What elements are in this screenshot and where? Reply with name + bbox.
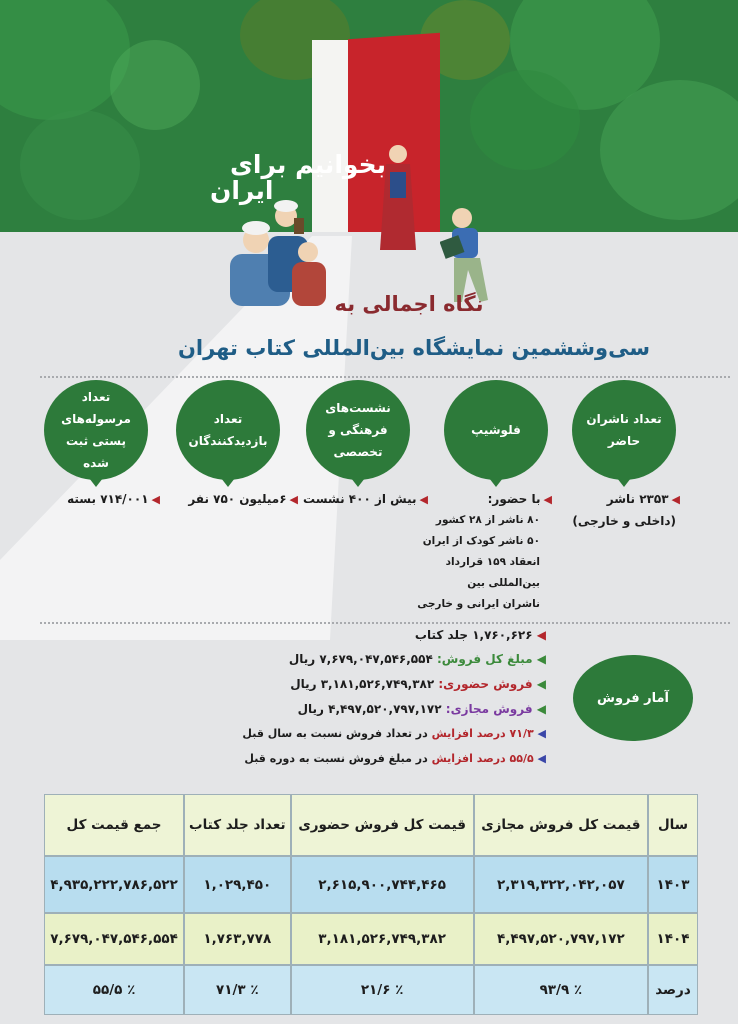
table-cell: ۴,۹۳۵,۲۲۲,۷۸۶,۵۲۲ (44, 856, 184, 913)
table-header-cell: تعداد جلد کتاب (184, 794, 290, 856)
fellowship-title: ◀با حضور: (487, 492, 552, 506)
parcels-stat: ◀۷۱۴/۰۰۱ بسته (67, 492, 160, 506)
table-cell: ۱,۷۶۳,۷۷۸ (184, 913, 290, 965)
circle-tail (89, 478, 103, 487)
table-row (44, 913, 698, 965)
circle-fellowship: فلوشیپ (444, 380, 548, 480)
circle-tail (617, 478, 631, 487)
table-header-cell: جمع قیمت کل (44, 794, 184, 856)
publishers-stat: ◀۲۳۵۳ ناشر (606, 492, 680, 506)
table-cell: ٪ ۹۳/۹ (474, 965, 648, 1015)
sessions-stat: ◀بیش از ۴۰۰ نشست (302, 492, 428, 506)
arrow-icon: ◀ (536, 628, 546, 642)
main-heading: سی‌وششمین نمایشگاه بین‌المللی کتاب تهران (178, 336, 650, 360)
fellowship-line: ۵۰ ناشر کودک از ایران (422, 535, 540, 547)
arrow-icon: ◀ (536, 652, 546, 666)
table-header-row (44, 794, 698, 856)
circle-parcels: تعداد مرسوله‌های پستی ثبت شده (44, 380, 148, 480)
circle-publishers: تعداد ناشران حاضر (572, 380, 676, 480)
sales-row: ◀ فروش حضوری: ۳,۱۸۱,۵۲۶,۷۴۹,۳۸۲ ریال (290, 677, 546, 691)
arrow-icon: ◀ (537, 727, 546, 740)
table-cell: ۳,۱۸۱,۵۲۶,۷۴۹,۳۸۲ (291, 913, 474, 965)
subheading: نگاه اجمالی به (334, 292, 484, 316)
table-cell: ٪ ۵۵/۵ (44, 965, 184, 1015)
table-header-cell: قیمت کل فروش حضوری (291, 794, 474, 856)
circle-tail (351, 478, 365, 487)
circle-tail (221, 478, 235, 487)
visitors-stat: ◀۶میلیون ۷۵۰ نفر (188, 492, 298, 506)
divider (40, 622, 730, 624)
table-cell: ۱۴۰۴ (648, 913, 698, 965)
sales-row: ◀ ۵۵/۵ درصد افزایش در مبلغ فروش نسبت به دوره قبل (244, 752, 546, 765)
sales-row: ◀ فروش مجازی: ۴,۴۹۷,۵۲۰,۷۹۷,۱۷۲ ریال (297, 702, 546, 716)
table-cell: ۱,۰۲۹,۴۵۰ (184, 856, 290, 913)
banner-title-line1: بخوانیم برای (230, 150, 386, 179)
publishers-note: (داخلی و خارجی) (572, 514, 676, 528)
table-cell: ۱۴۰۳ (648, 856, 698, 913)
arrow-icon: ◀ (289, 493, 298, 506)
table-header-cell: قیمت کل فروش مجازی (474, 794, 648, 856)
sales-comparison-table (44, 794, 698, 1015)
table-cell: ۲,۳۱۹,۳۲۲,۰۴۲,۰۵۷ (474, 856, 648, 913)
sales-stats-badge: آمار فروش (573, 655, 693, 741)
fellowship-line: ۸۰ ناشر از ۲۸ کشور (435, 514, 540, 526)
table-cell: ٪ ۷۱/۳ (184, 965, 290, 1015)
sales-row: ◀ ۷۱/۳ درصد افزایش در تعداد فروش نسبت به سال قبل (242, 727, 546, 740)
woman-figure (376, 142, 420, 254)
table-cell: ۲,۶۱۵,۹۰۰,۷۴۴,۴۶۵ (291, 856, 474, 913)
circle-tail (489, 478, 503, 487)
fellowship-line: بین‌المللی بین (467, 577, 540, 589)
arrow-icon: ◀ (151, 493, 160, 506)
arrow-icon: ◀ (671, 493, 680, 506)
table-cell: ٪ ۲۱/۶ (291, 965, 474, 1015)
table-row (44, 856, 698, 913)
fellowship-line: ناشران ایرانی و خارجی (417, 598, 540, 610)
table-cell: ۴,۴۹۷,۵۲۰,۷۹۷,۱۷۲ (474, 913, 648, 965)
sales-row: ◀ ۱,۷۶۰,۶۲۶ جلد کتاب (414, 628, 546, 642)
table-cell: درصد (648, 965, 698, 1015)
fellowship-line: انعقاد ۱۵۹ قرارداد (445, 556, 540, 568)
arrow-icon: ◀ (419, 493, 428, 506)
sales-row: ◀ مبلغ کل فروش: ۷,۶۷۹,۰۴۷,۵۴۶,۵۵۴ ریال (288, 652, 546, 666)
circle-visitors: تعداد بازدیدکنندگان (176, 380, 280, 480)
table-header-cell: سال (648, 794, 698, 856)
arrow-icon: ◀ (536, 677, 546, 691)
arrow-icon: ◀ (536, 702, 546, 716)
table-row (44, 965, 698, 1015)
table-cell: ۷,۶۷۹,۰۴۷,۵۴۶,۵۵۴ (44, 913, 184, 965)
banner-title-line2: ایران (210, 176, 274, 205)
arrow-icon: ◀ (543, 493, 552, 506)
arrow-icon: ◀ (537, 752, 546, 765)
circle-sessions: نشست‌های فرهنگی و تخصصی (306, 380, 410, 480)
divider (40, 376, 730, 378)
